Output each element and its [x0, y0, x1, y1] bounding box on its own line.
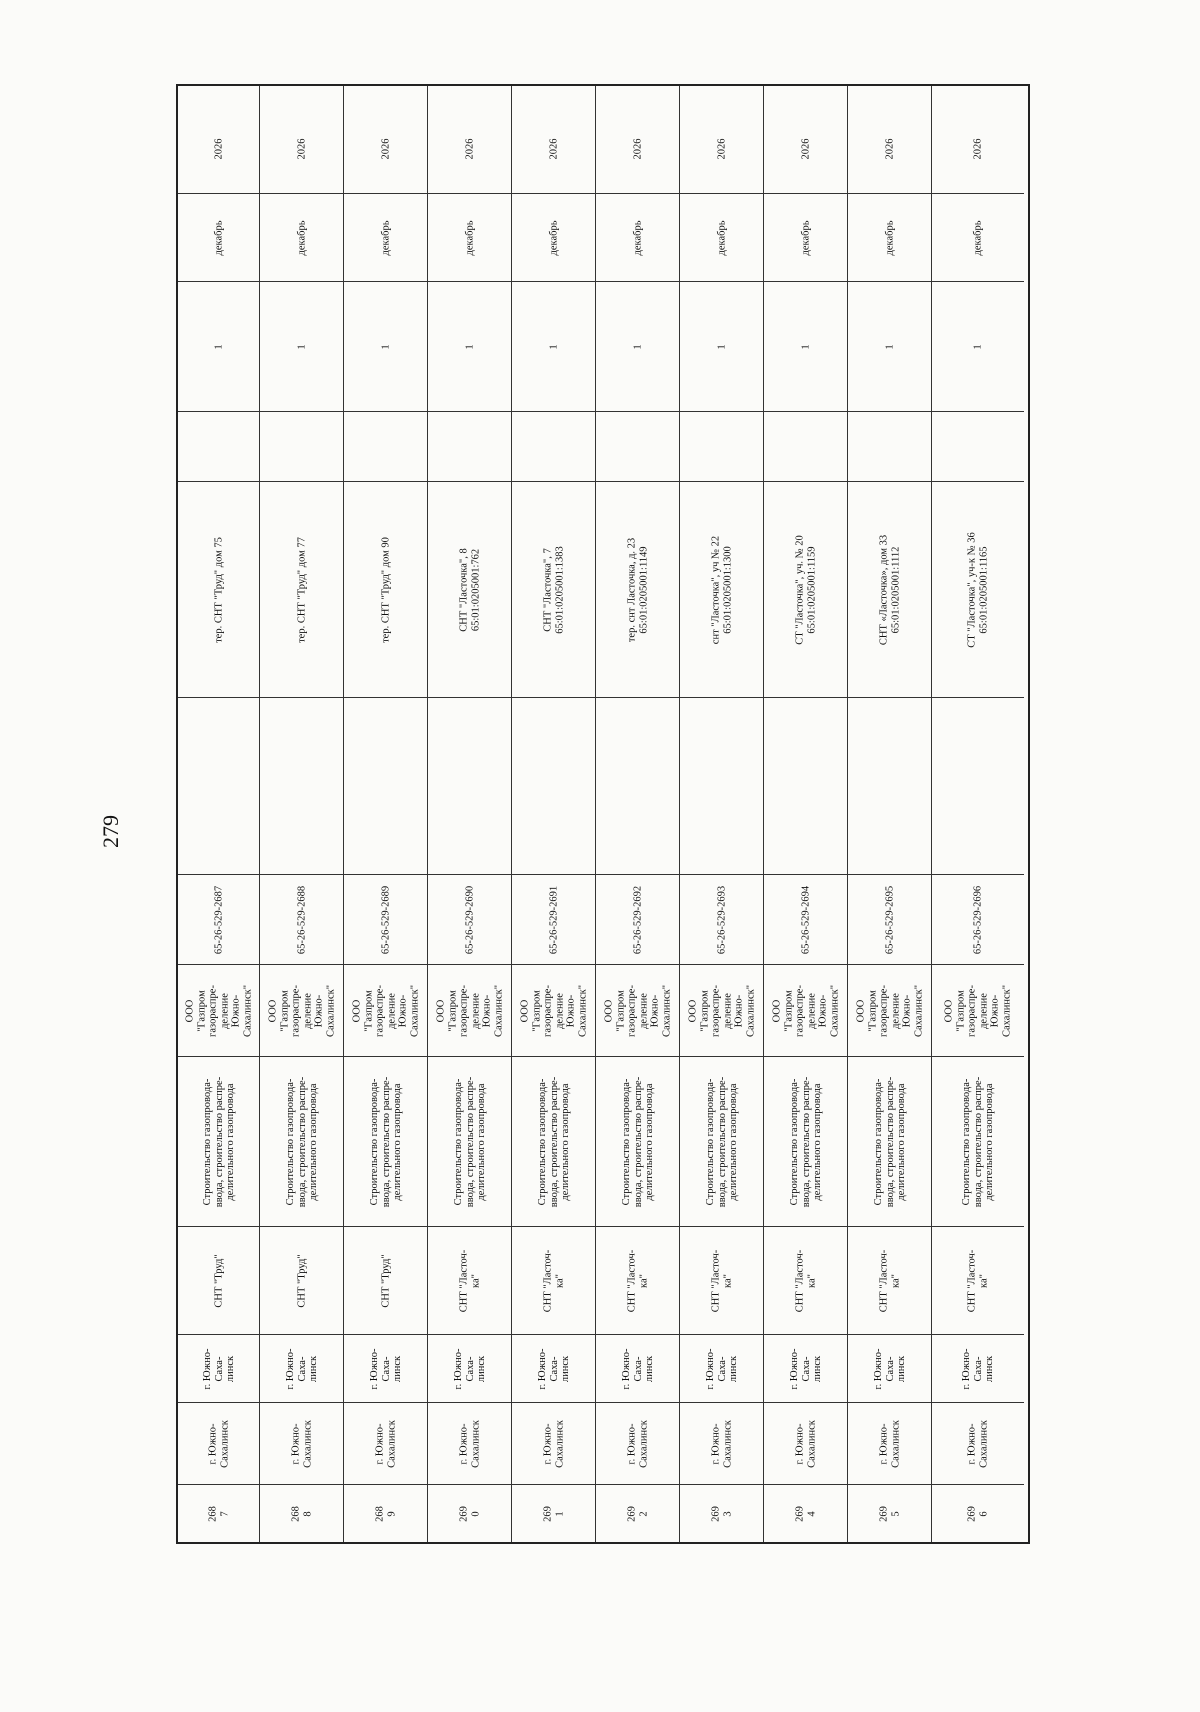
cell-text-qty: 1 [799, 343, 811, 350]
cell-district [848, 1334, 931, 1402]
cell-work [932, 1056, 1024, 1226]
cell-text-year: 2026 [547, 138, 559, 159]
cell-text-work: Строительство газопровода- ввода, строительство распре- делительного газопровода [704, 1076, 739, 1207]
cell-text-num: 269 1 [542, 1505, 565, 1522]
table-row [512, 86, 596, 1542]
cell-snt [512, 1226, 595, 1334]
data-table [176, 84, 1030, 1544]
cell-text-snt: СНТ "Ласточ- ка" [966, 1249, 989, 1312]
cell-text-year: 2026 [295, 138, 307, 159]
cell-month [764, 193, 847, 281]
cell-year [764, 104, 847, 193]
cell-code [680, 874, 763, 964]
cell-text-address: тер. СНТ "Труд" дом 90 [379, 536, 391, 643]
cell-text-address: СТ "Ласточка", уч-к № 36 65:01:0205001:1165 [966, 531, 989, 648]
cell-text-year: 2026 [463, 138, 475, 159]
cell-company [680, 964, 763, 1056]
cell-text-snt: СНТ "Ласточ- ка" [878, 1249, 901, 1312]
cell-code [178, 874, 259, 964]
cell-text-month: декабрь [212, 220, 224, 255]
cell-empty2 [344, 411, 427, 481]
cell-work [260, 1056, 343, 1226]
cell-text-snt: СНТ "Труд" [212, 1253, 224, 1308]
cell-qty [428, 281, 511, 411]
cell-snt [344, 1226, 427, 1334]
cell-empty2 [260, 411, 343, 481]
cell-snt [428, 1226, 511, 1334]
cell-month [260, 193, 343, 281]
cell-text-district: г. Южно- Саха- линск [284, 1348, 319, 1389]
cell-snt [848, 1226, 931, 1334]
cell-text-settlement: г. Южно- Сахалинск [966, 1419, 989, 1468]
cell-text-code: 65-26-529-2694 [799, 885, 811, 954]
cell-company [512, 964, 595, 1056]
cell-text-num: 269 3 [710, 1505, 733, 1522]
cell-snt [680, 1226, 763, 1334]
cell-work [344, 1056, 427, 1226]
cell-empty1 [428, 697, 511, 874]
cell-address [848, 481, 931, 697]
cell-num [260, 1484, 343, 1542]
cell-text-month: декабрь [295, 220, 307, 255]
cell-empty1 [680, 697, 763, 874]
cell-text-month: декабрь [379, 220, 391, 255]
cell-text-qty: 1 [715, 343, 727, 350]
cell-text-snt: СНТ "Ласточ- ка" [710, 1249, 733, 1312]
cell-text-company: ООО "Газпром газораспре- деление Южно- Сахалинск" [855, 984, 924, 1037]
cell-district [428, 1334, 511, 1402]
cell-text-snt: СНТ "Ласточ- ка" [542, 1249, 565, 1312]
cell-year [596, 104, 679, 193]
cell-code [260, 874, 343, 964]
cell-text-snt: СНТ "Ласточ- ка" [458, 1249, 481, 1312]
cell-month [178, 193, 259, 281]
cell-work [680, 1056, 763, 1226]
cell-text-qty: 1 [631, 343, 643, 350]
cell-text-month: декабрь [631, 220, 643, 255]
cell-district [344, 1334, 427, 1402]
table-row [764, 86, 848, 1542]
cell-text-address: снт "Ласточка", уч № 22 65:01:0205001:1300 [710, 535, 733, 644]
cell-company [178, 964, 259, 1056]
cell-text-address: СНТ "Ласточка", 8 65:01:0205001:762 [458, 547, 481, 632]
cell-text-qty: 1 [212, 343, 224, 350]
cell-text-district: г. Южно- Саха- линск [704, 1348, 739, 1389]
cell-num [680, 1484, 763, 1542]
cell-empty2 [178, 411, 259, 481]
cell-company [428, 964, 511, 1056]
cell-district [932, 1334, 1024, 1402]
cell-company [848, 964, 931, 1056]
cell-text-year: 2026 [631, 138, 643, 159]
cell-text-qty: 1 [463, 343, 475, 350]
cell-text-snt: СНТ "Ласточ- ка" [626, 1249, 649, 1312]
cell-empty1 [178, 697, 259, 874]
cell-code [848, 874, 931, 964]
cell-text-work: Строительство газопровода- ввода, строительство распре- делительного газопровода [960, 1076, 995, 1207]
cell-empty2 [932, 411, 1024, 481]
cell-work [848, 1056, 931, 1226]
cell-text-month: декабрь [972, 220, 984, 255]
cell-settlement [596, 1402, 679, 1484]
cell-year [512, 104, 595, 193]
cell-text-code: 65-26-529-2696 [972, 885, 984, 954]
cell-district [764, 1334, 847, 1402]
cell-text-year: 2026 [379, 138, 391, 159]
cell-text-month: декабрь [715, 220, 727, 255]
cell-text-code: 65-26-529-2690 [463, 885, 475, 954]
cell-qty [344, 281, 427, 411]
cell-text-settlement: г. Южно- Сахалинск [290, 1419, 313, 1468]
cell-empty1 [260, 697, 343, 874]
cell-text-company: ООО "Газпром газораспре- деление Южно- Сахалинск" [351, 984, 420, 1037]
cell-qty [848, 281, 931, 411]
cell-text-district: г. Южно- Саха- линск [201, 1348, 236, 1389]
cell-settlement [344, 1402, 427, 1484]
cell-empty1 [932, 697, 1024, 874]
cell-text-company: ООО "Газпром газораспре- деление Южно- Сахалинск" [435, 984, 504, 1037]
cell-year [848, 104, 931, 193]
cell-num [178, 1484, 259, 1542]
cell-snt [596, 1226, 679, 1334]
cell-text-district: г. Южно- Саха- линск [536, 1348, 571, 1389]
cell-text-settlement: г. Южно- Сахалинск [626, 1419, 649, 1468]
cell-year [932, 104, 1024, 193]
cell-text-qty: 1 [547, 343, 559, 350]
cell-text-code: 65-26-529-2692 [631, 885, 643, 954]
cell-company [596, 964, 679, 1056]
cell-num [932, 1484, 1024, 1542]
cell-text-address: СНТ «Ласточка», дом 33 65:01:0205001:1112 [878, 534, 901, 645]
cell-company [932, 964, 1024, 1056]
table-row [848, 86, 932, 1542]
cell-address [680, 481, 763, 697]
cell-text-address: тер. СНТ "Труд" дом 77 [295, 536, 307, 643]
cell-code [428, 874, 511, 964]
cell-text-company: ООО "Газпром газораспре- деление Южно- Сахалинск" [687, 984, 756, 1037]
cell-settlement [260, 1402, 343, 1484]
cell-text-district: г. Южно- Саха- линск [368, 1348, 403, 1389]
cell-year [344, 104, 427, 193]
cell-month [596, 193, 679, 281]
cell-address [178, 481, 259, 697]
cell-text-district: г. Южно- Саха- линск [620, 1348, 655, 1389]
cell-qty [596, 281, 679, 411]
cell-empty1 [344, 697, 427, 874]
cell-text-code: 65-26-529-2689 [379, 885, 391, 954]
cell-code [764, 874, 847, 964]
cell-text-snt: СНТ "Труд" [295, 1253, 307, 1308]
cell-text-num: 268 7 [207, 1505, 230, 1522]
cell-text-address: тер. снт Ласточка, д. 23 65:01:0205001:1149 [626, 537, 649, 642]
cell-month [512, 193, 595, 281]
table-row [680, 86, 764, 1542]
cell-text-settlement: г. Южно- Сахалинск [710, 1419, 733, 1468]
cell-code [596, 874, 679, 964]
cell-code [932, 874, 1024, 964]
cell-company [344, 964, 427, 1056]
cell-text-work: Строительство газопровода- ввода, строительство распре- делительного газопровода [788, 1076, 823, 1207]
cell-empty1 [596, 697, 679, 874]
cell-text-address: тер. СНТ "Труд" дом 75 [212, 536, 224, 643]
cell-snt [764, 1226, 847, 1334]
cell-work [764, 1056, 847, 1226]
cell-num [344, 1484, 427, 1542]
table-row [596, 86, 680, 1542]
cell-district [260, 1334, 343, 1402]
cell-settlement [680, 1402, 763, 1484]
cell-text-company: ООО "Газпром газораспре- деление Южно- Сахалинск" [184, 984, 253, 1037]
cell-text-settlement: г. Южно- Сахалинск [542, 1419, 565, 1468]
table-row [428, 86, 512, 1542]
cell-text-num: 269 2 [626, 1505, 649, 1522]
cell-empty2 [848, 411, 931, 481]
cell-text-year: 2026 [212, 138, 224, 159]
cell-text-month: декабрь [463, 220, 475, 255]
cell-num [764, 1484, 847, 1542]
cell-text-year: 2026 [883, 138, 895, 159]
cell-text-address: СНТ "Ласточка", 7 65:01:0205001:1383 [542, 545, 565, 634]
cell-empty2 [680, 411, 763, 481]
cell-code [512, 874, 595, 964]
cell-text-code: 65-26-529-2687 [212, 885, 224, 954]
cell-settlement [848, 1402, 931, 1484]
cell-empty2 [512, 411, 595, 481]
cell-text-code: 65-26-529-2695 [883, 885, 895, 954]
cell-work [428, 1056, 511, 1226]
cell-month [680, 193, 763, 281]
cell-district [178, 1334, 259, 1402]
page-number: 279 [98, 815, 123, 848]
cell-text-num: 268 8 [290, 1505, 313, 1522]
cell-text-district: г. Южно- Саха- линск [872, 1348, 907, 1389]
cell-text-qty: 1 [295, 343, 307, 350]
cell-settlement [178, 1402, 259, 1484]
cell-code [344, 874, 427, 964]
cell-qty [178, 281, 259, 411]
cell-month [344, 193, 427, 281]
cell-text-code: 65-26-529-2693 [715, 885, 727, 954]
cell-text-work: Строительство газопровода- ввода, строительство распре- делительного газопровода [368, 1076, 403, 1207]
cell-work [512, 1056, 595, 1226]
cell-text-company: ООО "Газпром газораспре- деление Южно- Сахалинск" [943, 984, 1012, 1037]
cell-text-num: 269 6 [966, 1505, 989, 1522]
cell-qty [680, 281, 763, 411]
cell-text-settlement: г. Южно- Сахалинск [878, 1419, 901, 1468]
cell-text-company: ООО "Газпром газораспре- деление Южно- Сахалинск" [519, 984, 588, 1037]
cell-text-month: декабрь [799, 220, 811, 255]
cell-year [680, 104, 763, 193]
cell-empty1 [512, 697, 595, 874]
cell-company [260, 964, 343, 1056]
cell-text-qty: 1 [972, 343, 984, 350]
cell-settlement [512, 1402, 595, 1484]
cell-text-year: 2026 [972, 138, 984, 159]
cell-text-address: СТ "Ласточка", уч. № 20 65:01:0205001:1159 [794, 534, 817, 645]
cell-district [596, 1334, 679, 1402]
table-row [260, 86, 344, 1542]
cell-num [848, 1484, 931, 1542]
table-row [178, 86, 260, 1542]
cell-qty [512, 281, 595, 411]
cell-text-company: ООО "Газпром газораспре- деление Южно- Сахалинск" [771, 984, 840, 1037]
cell-address [512, 481, 595, 697]
cell-text-num: 269 4 [794, 1505, 817, 1522]
cell-text-district: г. Южно- Саха- линск [960, 1348, 995, 1389]
cell-month [848, 193, 931, 281]
table-row [344, 86, 428, 1542]
cell-qty [260, 281, 343, 411]
cell-year [178, 104, 259, 193]
cell-text-qty: 1 [379, 343, 391, 350]
cell-text-code: 65-26-529-2691 [547, 885, 559, 954]
cell-snt [932, 1226, 1024, 1334]
cell-text-num: 269 5 [878, 1505, 901, 1522]
cell-settlement [764, 1402, 847, 1484]
cell-district [512, 1334, 595, 1402]
cell-text-work: Строительство газопровода- ввода, строительство распре- делительного газопровода [452, 1076, 487, 1207]
cell-empty1 [764, 697, 847, 874]
cell-address [932, 481, 1024, 697]
cell-text-snt: СНТ "Труд" [379, 1253, 391, 1308]
cell-text-company: ООО "Газпром газораспре- деление Южно- Сахалинск" [603, 984, 672, 1037]
cell-text-snt: СНТ "Ласточ- ка" [794, 1249, 817, 1312]
cell-year [428, 104, 511, 193]
cell-text-settlement: г. Южно- Сахалинск [374, 1419, 397, 1468]
cell-text-work: Строительство газопровода- ввода, строительство распре- делительного газопровода [536, 1076, 571, 1207]
cell-district [680, 1334, 763, 1402]
table-row [932, 86, 1024, 1542]
cell-text-company: ООО "Газпром газораспре- деление Южно- Сахалинск" [267, 984, 336, 1037]
cell-company [764, 964, 847, 1056]
cell-text-code: 65-26-529-2688 [295, 885, 307, 954]
cell-text-month: декабрь [547, 220, 559, 255]
cell-text-settlement: г. Южно- Сахалинск [458, 1419, 481, 1468]
cell-text-qty: 1 [883, 343, 895, 350]
cell-address [764, 481, 847, 697]
cell-text-settlement: г. Южно- Сахалинск [207, 1419, 230, 1468]
cell-work [596, 1056, 679, 1226]
cell-text-settlement: г. Южно- Сахалинск [794, 1419, 817, 1468]
cell-empty2 [596, 411, 679, 481]
cell-text-num: 269 0 [458, 1505, 481, 1522]
cell-address [344, 481, 427, 697]
cell-address [260, 481, 343, 697]
cell-text-year: 2026 [799, 138, 811, 159]
cell-empty2 [764, 411, 847, 481]
cell-qty [764, 281, 847, 411]
cell-settlement [932, 1402, 1024, 1484]
cell-text-work: Строительство газопровода- ввода, строительство распре- делительного газопровода [620, 1076, 655, 1207]
cell-work [178, 1056, 259, 1226]
cell-empty1 [848, 697, 931, 874]
cell-empty2 [428, 411, 511, 481]
cell-settlement [428, 1402, 511, 1484]
cell-qty [932, 281, 1024, 411]
cell-text-year: 2026 [715, 138, 727, 159]
cell-address [428, 481, 511, 697]
cell-num [428, 1484, 511, 1542]
cell-text-work: Строительство газопровода- ввода, строительство распре- делительного газопровода [872, 1076, 907, 1207]
cell-month [932, 193, 1024, 281]
cell-text-work: Строительство газопровода- ввода, строительство распре- делительного газопровода [284, 1076, 319, 1207]
cell-text-month: декабрь [883, 220, 895, 255]
cell-year [260, 104, 343, 193]
cell-num [512, 1484, 595, 1542]
cell-snt [260, 1226, 343, 1334]
cell-text-district: г. Южно- Саха- линск [788, 1348, 823, 1389]
cell-text-district: г. Южно- Саха- линск [452, 1348, 487, 1389]
cell-num [596, 1484, 679, 1542]
cell-address [596, 481, 679, 697]
cell-text-num: 268 9 [374, 1505, 397, 1522]
cell-month [428, 193, 511, 281]
cell-snt [178, 1226, 259, 1334]
cell-text-work: Строительство газопровода- ввода, строительство распре- делительного газопровода [201, 1076, 236, 1207]
